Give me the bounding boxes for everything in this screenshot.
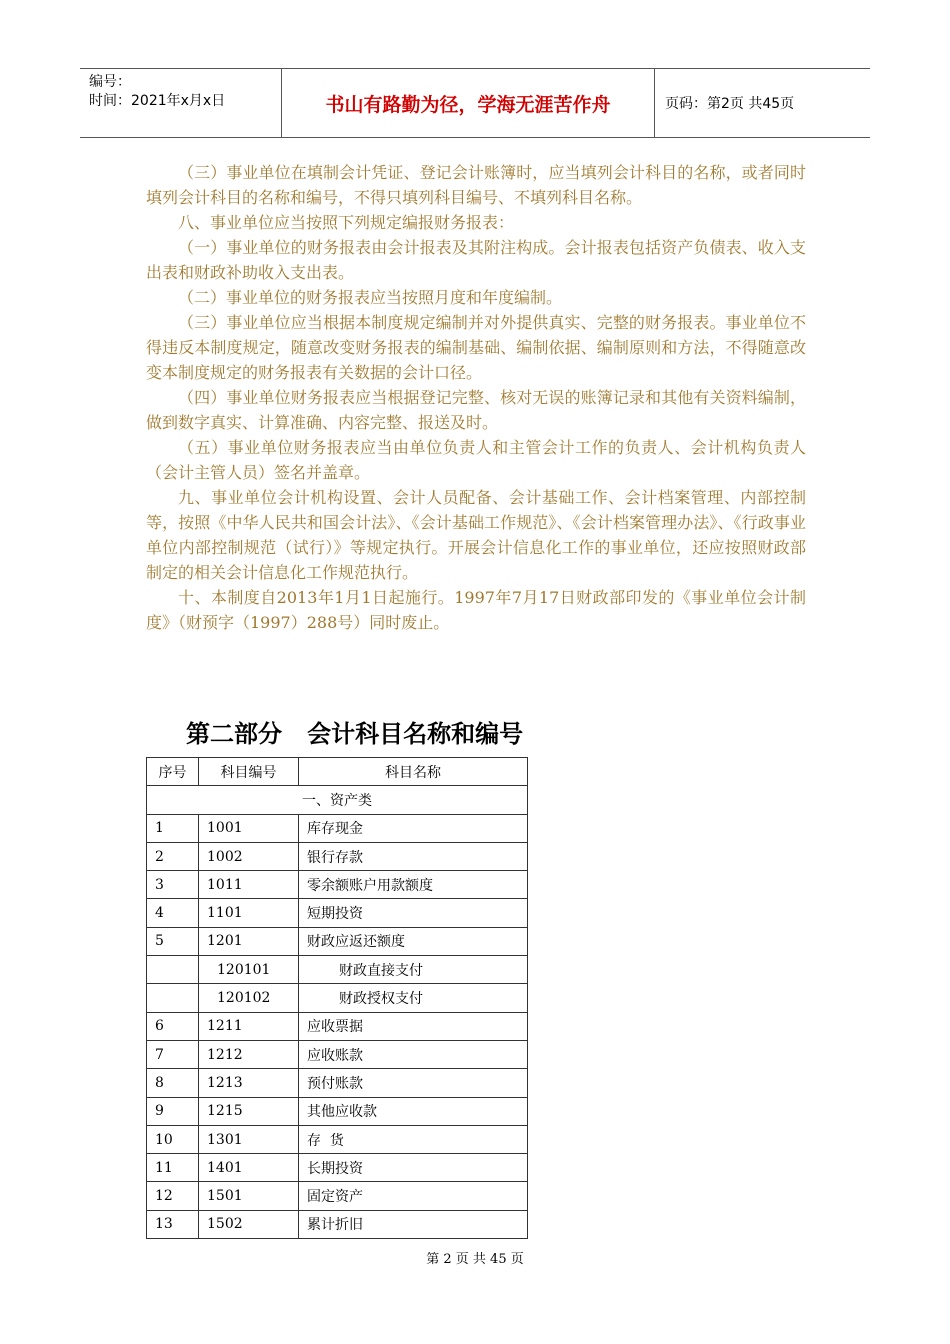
paragraph: 九、事业单位会计机构设置、会计人员配备、会计基础工作、会计档案管理、内部控制等，按照《中华人民共和国会计法》、《会计基础工作规范》、《会计档案管理办法》、《行政事业单位内部控制规范（试行）》等规定执行。开展会计信息化工作的事业单位，还应按照财政部制定的相关会计信息化工作规范执行。 <box>146 488 806 582</box>
row-code: 1212 <box>199 1040 299 1068</box>
row-no: 4 <box>147 899 199 927</box>
paragraph: （三）事业单位应当根据本制度规定编制并对外提供真实、完整的财务报表。事业单位不得违反本制度规定，随意改变财务报表的编制基础、编制依据、编制原则和方法，不得随意改变本制度规定的财务报表有关数据的会计口径。 <box>146 313 806 382</box>
row-no: 10 <box>147 1125 199 1153</box>
table-row <box>147 871 528 899</box>
row-name: 存 货 <box>299 1125 528 1153</box>
header-meta <box>80 69 282 137</box>
category-row <box>147 786 528 814</box>
header-no: 序号 <box>147 758 199 786</box>
row-code: 120102 <box>199 984 299 1012</box>
table-row <box>147 899 528 927</box>
row-name: 财政应返还额度 <box>299 927 528 955</box>
row-no: 6 <box>147 1012 199 1040</box>
row-name: 其他应收款 <box>299 1097 528 1125</box>
row-name: 应收账款 <box>299 1040 528 1068</box>
page-footer: 第 2 页 共 45 页 <box>426 1252 524 1267</box>
header-page: 页码：第2页 共45页 <box>665 96 795 112</box>
row-code: 1011 <box>199 871 299 899</box>
table-row <box>147 1069 528 1097</box>
category-label: 一、资产类 <box>147 786 528 814</box>
row-code: 1201 <box>199 927 299 955</box>
row-name: 银行存款 <box>299 842 528 870</box>
row-no: 13 <box>147 1210 199 1238</box>
row-name: 预付账款 <box>299 1069 528 1097</box>
row-code: 1002 <box>199 842 299 870</box>
table-row <box>147 1182 528 1210</box>
row-code: 120101 <box>199 956 299 984</box>
row-no <box>147 956 199 984</box>
body-text <box>146 160 806 635</box>
row-no: 2 <box>147 842 199 870</box>
row-code: 1301 <box>199 1125 299 1153</box>
header-motto: 书山有路勤为径，学海无涯苦作舟 <box>282 69 655 137</box>
table-row <box>147 842 528 870</box>
row-code: 1501 <box>199 1182 299 1210</box>
row-name: 长期投资 <box>299 1154 528 1182</box>
table-row <box>147 1040 528 1068</box>
row-name: 财政直接支付 <box>299 956 528 984</box>
row-no: 1 <box>147 814 199 842</box>
row-no: 8 <box>147 1069 199 1097</box>
accounts-table <box>146 757 528 1239</box>
table-row <box>147 1097 528 1125</box>
row-name: 零余额账户用款额度 <box>299 871 528 899</box>
paragraph: （一）事业单位的财务报表由会计报表及其附注构成。会计报表包括资产负债表、收入支出表和财政补助收入支出表。 <box>146 238 806 282</box>
section-title: 第二部分 会计科目名称和编号 <box>186 720 524 748</box>
row-name: 短期投资 <box>299 899 528 927</box>
table-row <box>147 1210 528 1238</box>
row-no: 5 <box>147 927 199 955</box>
table-row <box>147 814 528 842</box>
paragraph: 八、事业单位应当按照下列规定编报财务报表： <box>178 213 515 232</box>
row-code: 1401 <box>199 1154 299 1182</box>
row-no: 12 <box>147 1182 199 1210</box>
table-row <box>147 956 528 984</box>
table-row <box>147 927 528 955</box>
header-code: 科目编号 <box>199 758 299 786</box>
row-no: 3 <box>147 871 199 899</box>
row-no: 7 <box>147 1040 199 1068</box>
row-name: 累计折旧 <box>299 1210 528 1238</box>
table-row <box>147 1125 528 1153</box>
page-header <box>80 68 870 138</box>
row-code: 1502 <box>199 1210 299 1238</box>
row-name: 库存现金 <box>299 814 528 842</box>
row-name: 财政授权支付 <box>299 984 528 1012</box>
row-name: 固定资产 <box>299 1182 528 1210</box>
table-row <box>147 1012 528 1040</box>
table-row <box>147 984 528 1012</box>
paragraph: 十、本制度自2013年1月1日起施行。1997年7月17日财政部印发的《事业单位会计制度》（财预字（1997）288号）同时废止。 <box>146 588 806 632</box>
paragraph: （四）事业单位财务报表应当根据登记完整、核对无误的账簿记录和其他有关资料编制，做到数字真实、计算准确、内容完整、报送及时。 <box>146 388 806 432</box>
row-name: 应收票据 <box>299 1012 528 1040</box>
paragraph: （三）事业单位在填制会计凭证、登记会计账簿时，应当填列会计科目的名称，或者同时填列会计科目的名称和编号，不得只填列科目编号、不填列科目名称。 <box>146 163 806 207</box>
table-row <box>147 1154 528 1182</box>
header-name: 科目名称 <box>299 758 528 786</box>
row-no: 11 <box>147 1154 199 1182</box>
table-header-row <box>147 758 528 786</box>
header-time: 时间：2021年x月x日 <box>89 93 226 109</box>
paragraph: （二）事业单位的财务报表应当按照月度和年度编制。 <box>178 288 563 307</box>
row-code: 1001 <box>199 814 299 842</box>
row-no: 9 <box>147 1097 199 1125</box>
row-code: 1211 <box>199 1012 299 1040</box>
row-no <box>147 984 199 1012</box>
row-code: 1213 <box>199 1069 299 1097</box>
serial-number: 编号： <box>89 74 131 90</box>
row-code: 1215 <box>199 1097 299 1125</box>
paragraph: （五）事业单位财务报表应当由单位负责人和主管会计工作的负责人、会计机构负责人（会计主管人员）签名并盖章。 <box>146 438 806 482</box>
row-code: 1101 <box>199 899 299 927</box>
